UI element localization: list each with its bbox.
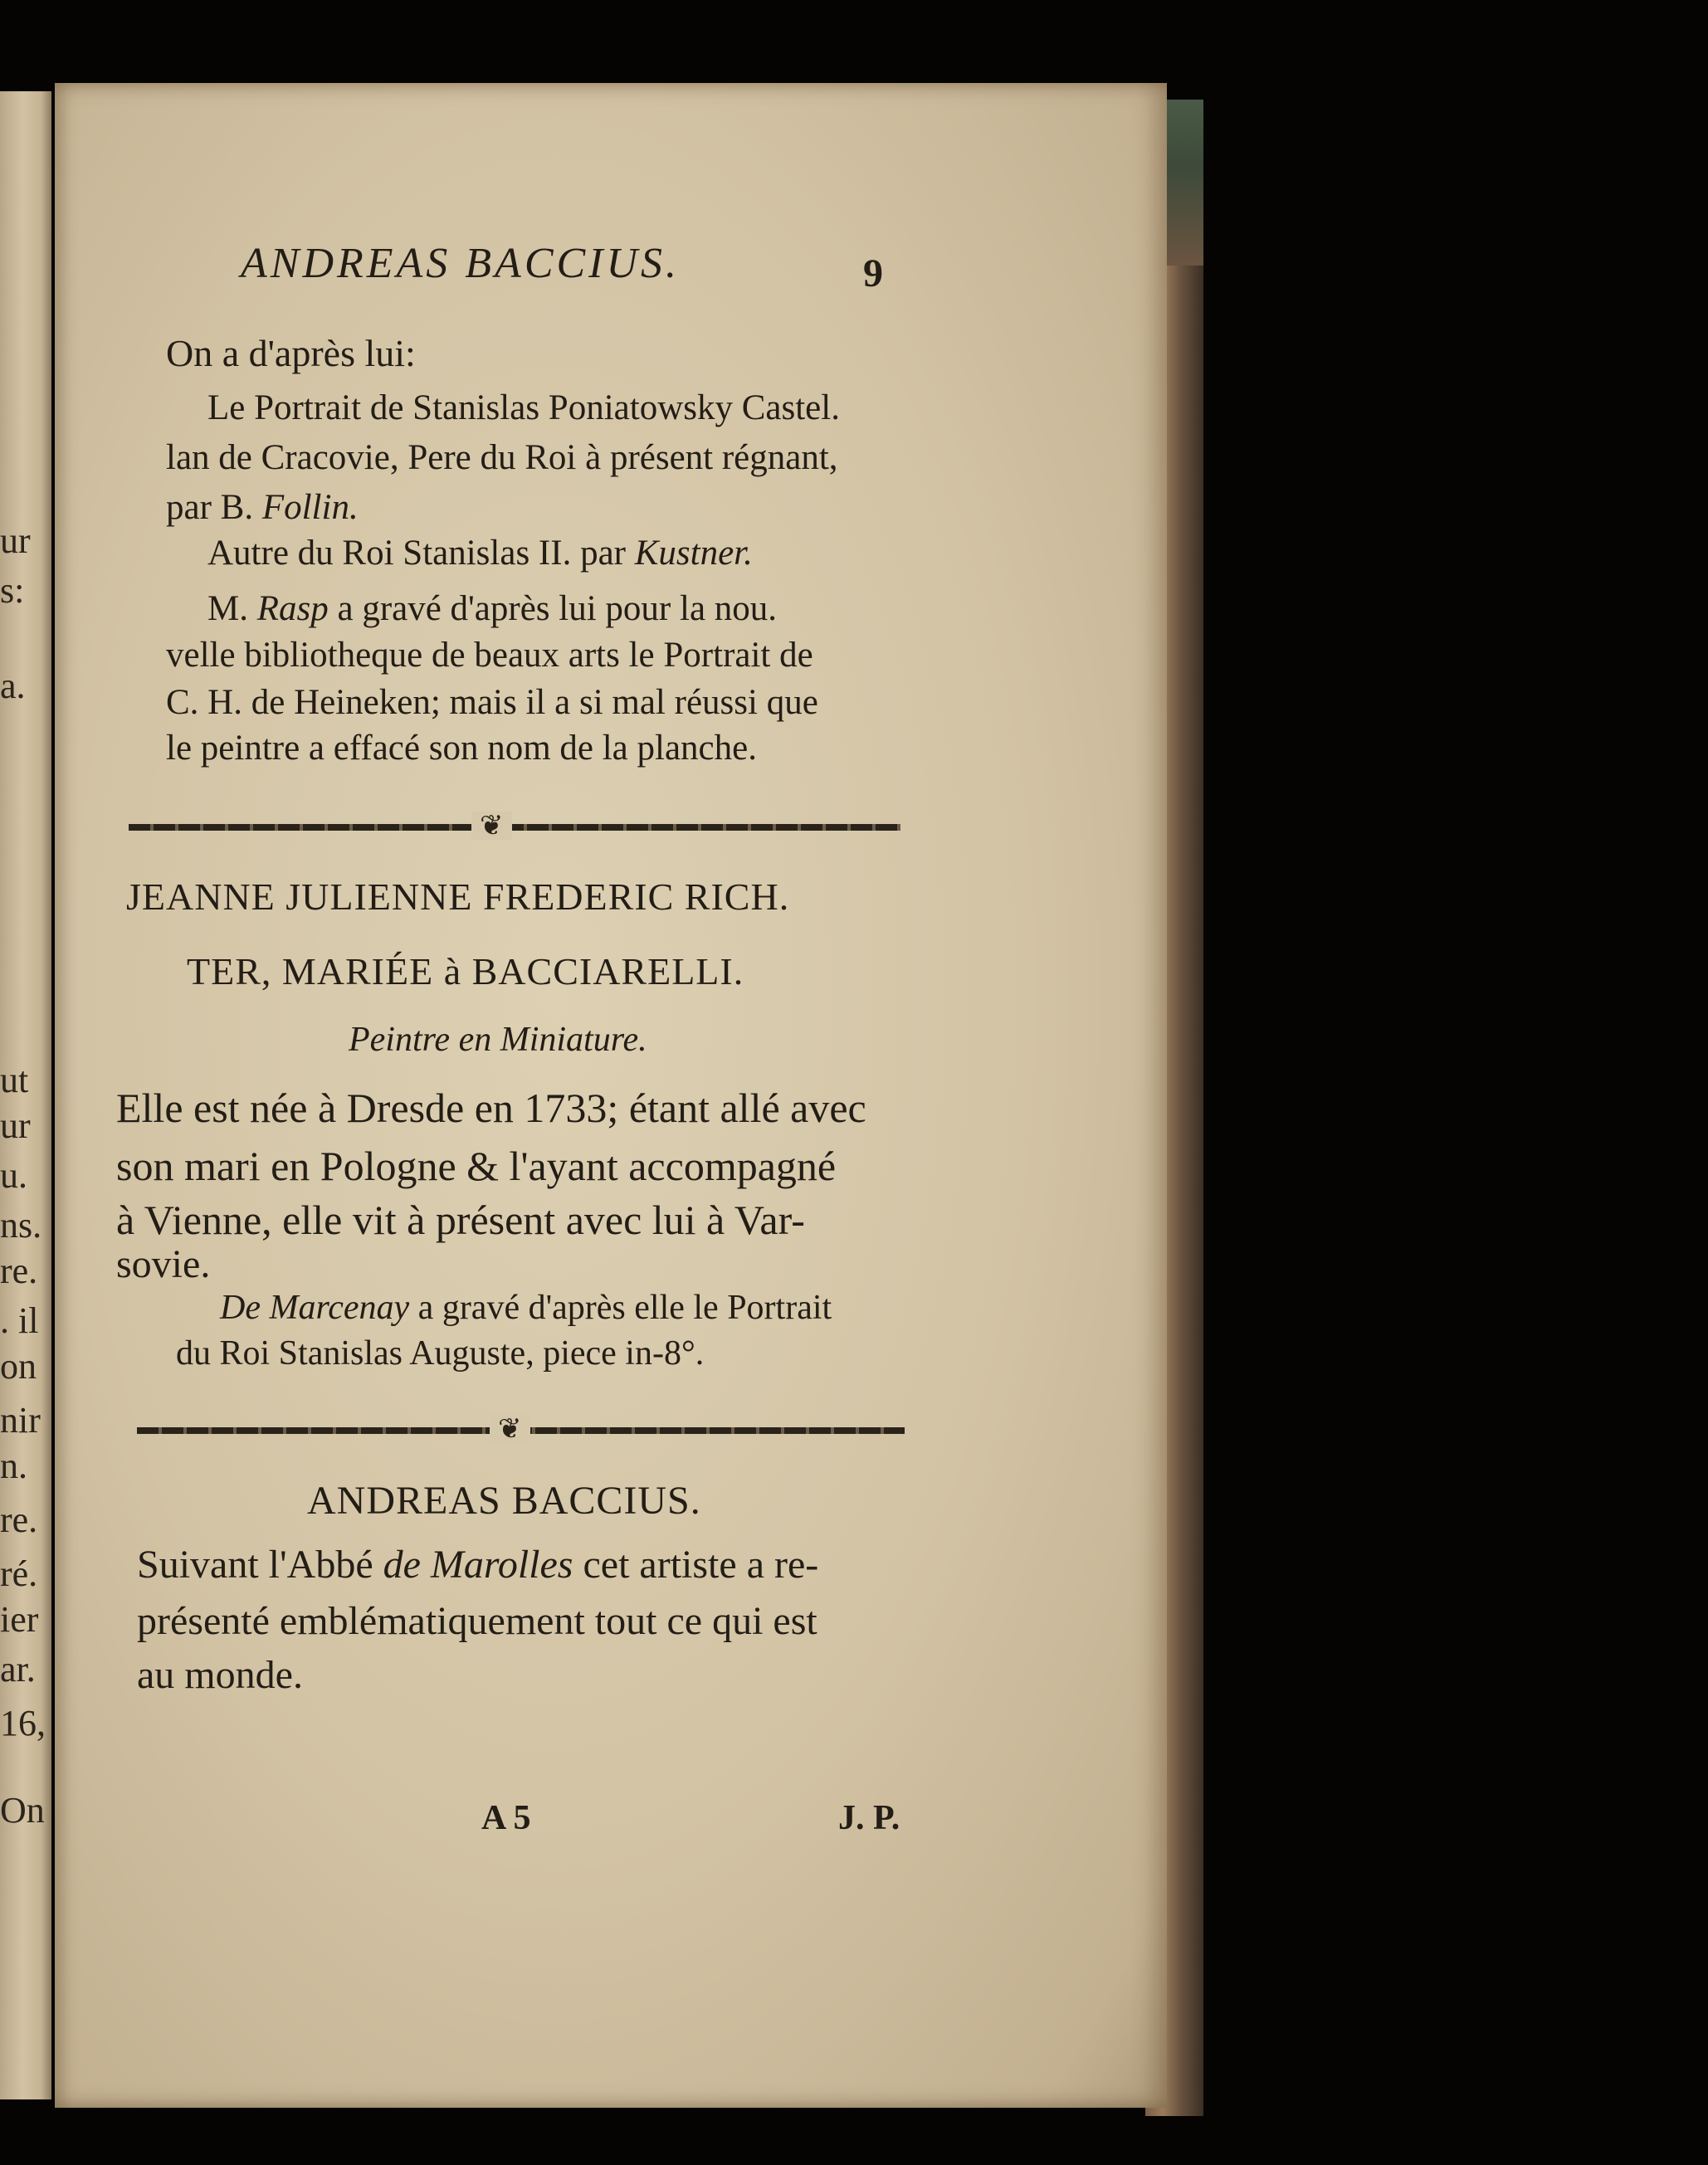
section2-note: du Roi Stanislas Auguste, piece in-8°. bbox=[176, 1334, 705, 1373]
section3-text: Suivant l'Abbé bbox=[137, 1543, 383, 1587]
section1-line bbox=[207, 535, 753, 571]
previous-page-fragment: ré. bbox=[0, 1556, 38, 1592]
section1-line: le peintre a effacé son nom de la planche. bbox=[166, 729, 757, 768]
section3-text: cet artiste a re- bbox=[573, 1543, 819, 1587]
previous-page-fragment: 16, bbox=[0, 1705, 46, 1742]
section1-line: velle bibliotheque de beaux arts le Portrait de bbox=[166, 636, 813, 675]
section1-intro: On a d'après lui: bbox=[166, 332, 416, 374]
engraver-name-marcenay: De Marcenay bbox=[220, 1289, 410, 1327]
author-name-marolles: de Marolles bbox=[383, 1543, 573, 1587]
section3-line bbox=[137, 1545, 818, 1585]
section1-text: Autre du Roi Stanislas II. par bbox=[207, 534, 635, 573]
ornamental-rule bbox=[129, 824, 900, 831]
previous-page-fragment: ar. bbox=[0, 1651, 36, 1688]
section1-line: C. H. de Heineken; mais il a si mal réussi que bbox=[166, 683, 818, 722]
section3-title: ANDREAS BACCIUS. bbox=[307, 1479, 701, 1523]
ornament-icon: ❦ bbox=[490, 1415, 530, 1443]
previous-page-fragment: nir bbox=[0, 1402, 41, 1439]
previous-page-fragment: ier bbox=[0, 1602, 39, 1638]
signature-mark: A 5 bbox=[481, 1799, 531, 1837]
catchword: J. P. bbox=[838, 1799, 900, 1837]
section2-line: sovie. bbox=[116, 1242, 211, 1286]
previous-page-fragment: On bbox=[0, 1792, 45, 1829]
ornament-icon: ❦ bbox=[471, 812, 512, 840]
section2-title: JEANNE JULIENNE FREDERIC RICH. bbox=[126, 875, 790, 918]
section2-note bbox=[220, 1290, 832, 1325]
engraver-name-rasp: Rasp bbox=[256, 589, 329, 628]
previous-page-fragment: a. bbox=[0, 668, 26, 705]
engraver-name-follin: Follin. bbox=[261, 488, 359, 527]
previous-page-fragment: ur bbox=[0, 523, 31, 559]
page-number: 9 bbox=[863, 251, 883, 295]
section1-text: par B. bbox=[166, 488, 262, 527]
previous-page-fragment: ut bbox=[0, 1062, 29, 1099]
section2-line: à Vienne, elle vit à présent avec lui à Var- bbox=[116, 1197, 805, 1243]
previous-page-fragment: u. bbox=[0, 1158, 27, 1194]
previous-page-fragment: on bbox=[0, 1348, 37, 1385]
previous-page-fragment: . il bbox=[0, 1303, 39, 1339]
previous-page-fragment: re. bbox=[0, 1502, 38, 1538]
section1-line: lan de Cracovie, Pere du Roi à présent régnant, bbox=[166, 438, 838, 477]
previous-page-fragment: ur bbox=[0, 1108, 31, 1144]
section1-line bbox=[166, 490, 359, 525]
section2-subtitle: Peintre en Miniature. bbox=[349, 1021, 647, 1059]
previous-page-fragment: n. bbox=[0, 1448, 27, 1485]
previous-page-fragment: s: bbox=[0, 573, 25, 609]
section3-line: au monde. bbox=[137, 1653, 303, 1697]
previous-page-fragment: re. bbox=[0, 1253, 38, 1290]
previous-page-fragment: ns. bbox=[0, 1207, 42, 1244]
section2-line: Elle est née à Dresde en 1733; étant allé avec bbox=[116, 1085, 866, 1131]
section1-line bbox=[207, 591, 777, 627]
section2-line: son mari en Pologne & l'ayant accompagné bbox=[116, 1143, 837, 1189]
section1-text: a gravé d'après lui pour la nou. bbox=[328, 589, 778, 628]
section1-line: Le Portrait de Stanislas Poniatowsky Castel. bbox=[207, 388, 840, 427]
section1-text: M. bbox=[207, 589, 257, 628]
running-title: ANDREAS BACCIUS. bbox=[241, 240, 681, 287]
engraver-name-kustner: Kustner. bbox=[634, 534, 753, 573]
section3-line: présenté emblématiquement tout ce qui est bbox=[137, 1599, 817, 1643]
section2-note-text: a gravé d'après elle le Portrait bbox=[409, 1289, 832, 1327]
section2-title: TER, MARIÉE à BACCIARELLI. bbox=[187, 950, 744, 992]
